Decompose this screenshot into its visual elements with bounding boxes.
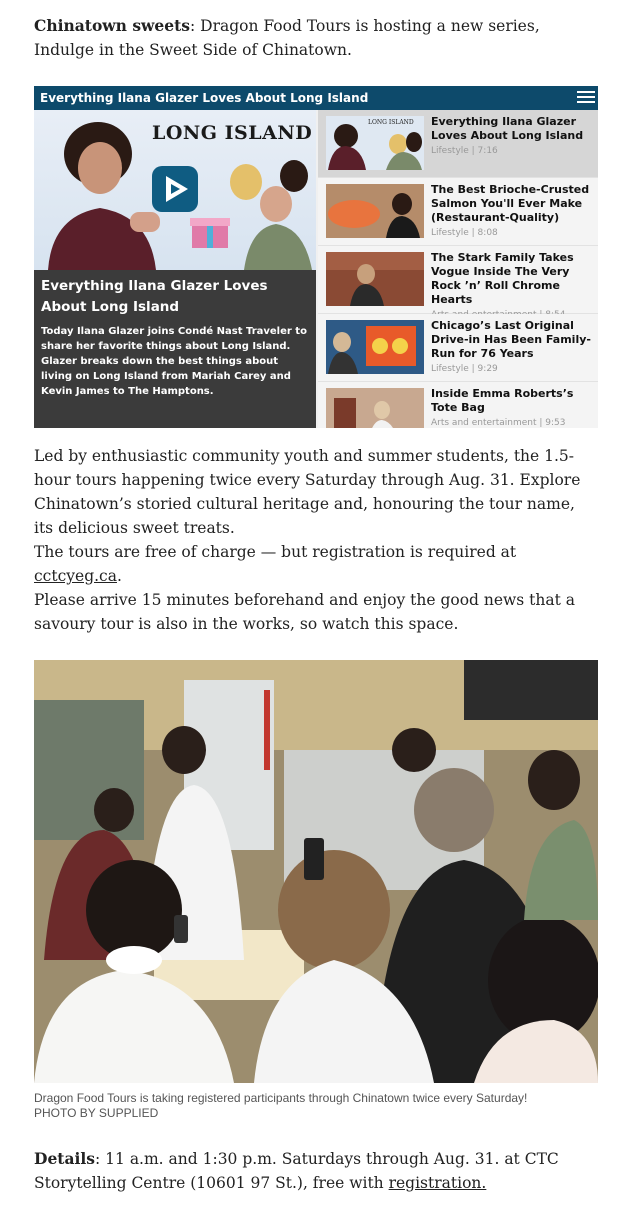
playlist-item[interactable] xyxy=(318,382,598,428)
now-playing-title: Everything Ilana Glazer Loves About Long Island xyxy=(41,278,268,315)
cast-illustration xyxy=(224,152,316,270)
playlist-item-title: Chicago’s Last Original Drive-in Has Been Family-Run for 76 Years xyxy=(431,319,591,360)
playlist-thumbnail xyxy=(326,184,424,238)
playlist-item-meta: Lifestyle | 9:29 xyxy=(431,364,498,374)
photo-credit: PHOTO BY SUPPLIED xyxy=(34,1106,159,1120)
details-text: : 11 a.m. and 1:30 p.m. Saturdays through Aug. 31. at CTC Storytelling Centre (10601 97 St.), free with xyxy=(34,1150,559,1192)
details-lead: Details xyxy=(34,1149,96,1168)
playlist-item-meta: Arts and entertainment | 9:53 xyxy=(431,418,566,428)
article-photo xyxy=(34,660,598,1083)
play-icon[interactable] xyxy=(152,166,198,212)
p2-text: The tours are free of charge — but registration is required at xyxy=(34,543,517,561)
widget-header xyxy=(34,86,598,110)
bakery-tour-photo xyxy=(34,660,598,1083)
intro-paragraph xyxy=(34,14,598,62)
video-player[interactable] xyxy=(34,110,316,428)
playlist-item[interactable] xyxy=(318,110,598,178)
intro-text: : Dragon Food Tours is hosting a new series, Indulge in the Sweet Side of Chinatown. xyxy=(34,17,540,59)
playlist-item[interactable] xyxy=(318,178,598,246)
playlist-item-title: Inside Emma Roberts’s Tote Bag xyxy=(431,387,574,414)
playlist-item-title: The Best Brioche-Crusted Salmon You'll Ever Make (Restaurant-Quality) xyxy=(431,183,590,224)
playlist-item[interactable] xyxy=(318,314,598,382)
registration-link[interactable]: registration. xyxy=(388,1174,487,1192)
person-illustration xyxy=(38,116,170,270)
video-widget xyxy=(34,86,598,428)
playlist[interactable] xyxy=(318,110,598,428)
body-paragraph-1: Led by enthusiastic community youth and summer students, the 1.5-hour tours happening twice every Saturday through Aug. 31. Explore Chinatown’s storied cultural heritage and, honouring the tour name, its delicious sweet treats. xyxy=(34,447,581,537)
playlist-item-title: Everything Ilana Glazer Loves About Long Island xyxy=(431,115,584,142)
playlist-item-title: The Stark Family Takes Vogue Inside The Very Rock ’n’ Roll Chrome Hearts xyxy=(431,251,574,306)
details-paragraph xyxy=(34,1147,598,1195)
widget-header-title: Everything Ilana Glazer Loves About Long Island xyxy=(40,91,369,105)
playlist-item-meta: Lifestyle | 7:16 xyxy=(431,146,498,156)
playlist-thumbnail xyxy=(326,320,424,374)
menu-icon[interactable] xyxy=(577,91,595,105)
video-info-overlay xyxy=(34,270,316,428)
thumb-label: LONG ISLAND xyxy=(368,119,414,126)
body-paragraph-2 xyxy=(34,540,598,588)
intro-lead: Chinatown sweets xyxy=(34,16,190,35)
hero-title: LONG ISLAND xyxy=(152,122,313,144)
gift-icon xyxy=(188,210,232,250)
p2-end: . xyxy=(116,567,122,585)
playlist-thumbnail xyxy=(326,388,424,428)
playlist-item-meta: Lifestyle | 8:08 xyxy=(431,228,498,238)
cctcyeg-link[interactable]: cctcyeg.ca xyxy=(34,567,117,585)
now-playing-description: Today Ilana Glazer joins Condé Nast Traveler to share her favorite things about Long Island. Glazer breaks down the best things about living on Long Island from Mariah Carey and Kevin James to The Hamptons. xyxy=(41,326,307,397)
playlist-item[interactable] xyxy=(318,246,598,314)
caption-text: Dragon Food Tours is taking registered participants through Chinatown twice every Saturday! xyxy=(34,1091,528,1105)
video-thumbnail[interactable] xyxy=(34,110,316,270)
body-paragraph-3: Please arrive 15 minutes beforehand and enjoy the good news that a savoury tour is also in the works, so watch this space. xyxy=(34,591,576,633)
playlist-thumbnail xyxy=(326,252,424,306)
photo-caption xyxy=(34,1091,598,1121)
playlist-thumbnail xyxy=(326,116,424,170)
